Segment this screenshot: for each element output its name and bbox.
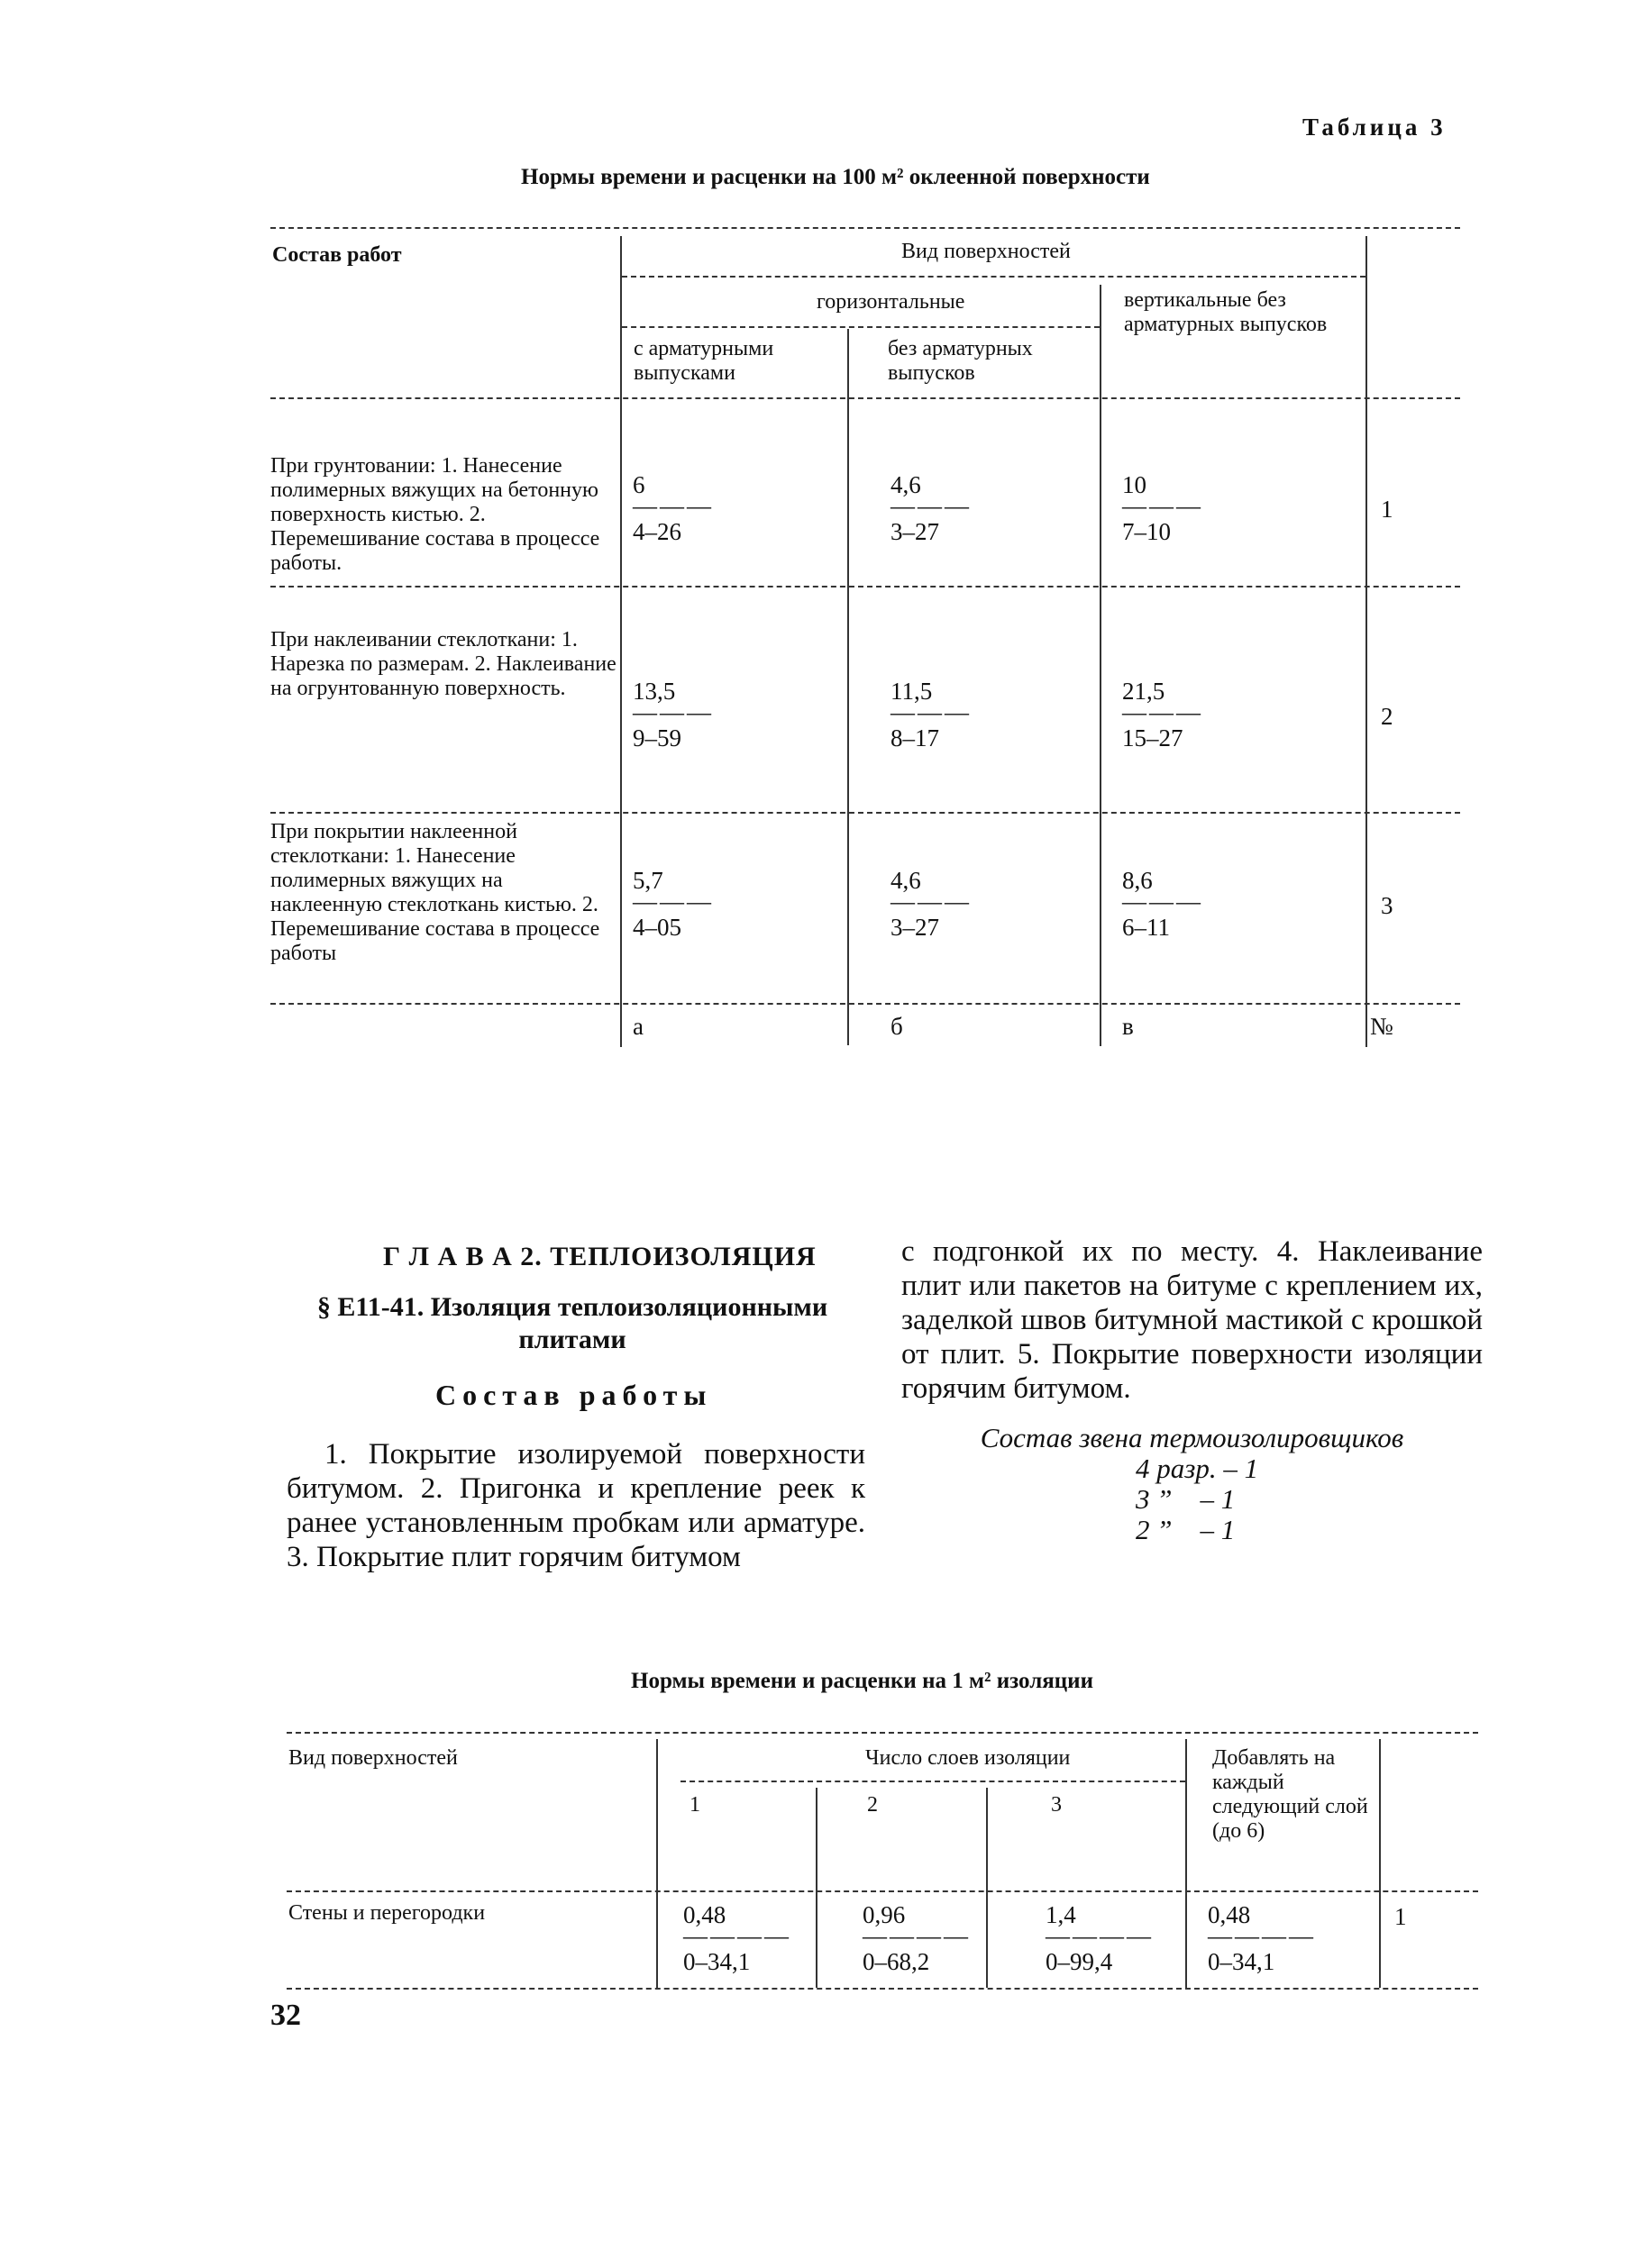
crew-line: 3 ” – 1 <box>1136 1483 1236 1515</box>
col-without-rebar-header: без арматурных выпусков <box>888 337 1033 385</box>
col-letter-c: в <box>1122 1013 1134 1040</box>
col-surface-header: Вид поверхностей <box>288 1746 458 1770</box>
t3-col-line <box>847 329 849 1045</box>
crew-title: Состав звена термоизолировщиков <box>980 1422 1404 1453</box>
t4-col-line <box>1379 1739 1381 1988</box>
time-value: 1,4 <box>1046 1901 1076 1928</box>
rate-value: 9–59 <box>633 724 681 751</box>
row-number: 1 <box>1381 496 1393 523</box>
t4-col-line <box>986 1788 988 1988</box>
col-add-header: Добавлять на каждый следующий слой (до 6) <box>1212 1746 1368 1843</box>
rate-value: 4–26 <box>633 518 681 545</box>
time-value: 6 <box>633 471 645 498</box>
time-value: 0,48 <box>1208 1901 1251 1928</box>
row-work-text: При наклеивании стеклоткани: 1. Нарезка по размерам. 2. Наклеивание на огрунтованную поверхность. <box>270 628 616 700</box>
section-heading: § Е11-41. Изоляция теплоизоляционными плитами <box>316 1292 828 1354</box>
time-value: 5,7 <box>633 867 663 894</box>
composition-text-right: с подгонкой их по месту. 4. Наклеивание плит или пакетов на битуме с креплением их, заделкой швов битумной мастикой с крошкой от плит. 5. Покрытие поверхности изоляции горячим битумом. <box>901 1235 1483 1405</box>
t4-col-line <box>816 1788 817 1988</box>
row-number: 3 <box>1381 892 1393 919</box>
rate-value: 0–68,2 <box>863 1948 930 1975</box>
t4-bottom-rule <box>287 1988 1478 1990</box>
norm-cell <box>863 1901 971 1975</box>
norm-cell <box>890 678 972 751</box>
norm-cell <box>1208 1901 1316 1975</box>
col-vertical-header: вертикальные без арматурных выпусков <box>1124 288 1328 336</box>
fraction-dash: ——— <box>1122 888 1203 915</box>
row-number: 1 <box>1394 1903 1407 1930</box>
fraction-dash: ———— <box>683 1922 791 1949</box>
fraction-dash: ——— <box>1122 492 1203 519</box>
rate-value: 7–10 <box>1122 518 1171 545</box>
rate-value: 8–17 <box>890 724 939 751</box>
norm-cell <box>633 471 714 545</box>
t3-header-bottom <box>270 397 1460 399</box>
fraction-dash: ——— <box>890 492 972 519</box>
rate-value: 6–11 <box>1122 914 1170 941</box>
row-number: 2 <box>1381 703 1393 730</box>
t3-rule <box>622 326 1100 328</box>
norm-cell <box>890 471 972 545</box>
table4-title: Нормы времени и расценки на 1 м² изоляции <box>631 1669 1093 1693</box>
col-letter-a: а <box>633 1013 644 1040</box>
rate-value: 0–34,1 <box>683 1948 751 1975</box>
fraction-dash: ———— <box>863 1922 971 1949</box>
col-letter-b: б <box>890 1013 903 1040</box>
row-label: Стены и перегородки <box>288 1901 486 1925</box>
fraction-dash: ——— <box>633 888 714 915</box>
t3-row-sep <box>270 812 1460 814</box>
row-work-text: При грунтовании: 1. Нанесение полимерных вяжущих на бетонную поверхность кистью. 2. Перемешивание состава в процессе работы. <box>270 454 600 575</box>
rate-value: 3–27 <box>890 914 939 941</box>
norm-cell <box>633 678 714 751</box>
t3-col-line <box>1100 285 1101 1046</box>
norm-cell <box>890 867 972 941</box>
rate-value: 15–27 <box>1122 724 1183 751</box>
t3-col-line <box>1365 236 1367 1047</box>
col-layer-2: 2 <box>867 1793 878 1817</box>
t3-row-sep <box>270 586 1460 587</box>
col-letter-num: № <box>1370 1013 1393 1040</box>
col-layer-1: 1 <box>690 1793 700 1817</box>
norm-cell <box>1122 678 1203 751</box>
rate-value: 0–34,1 <box>1208 1948 1275 1975</box>
fraction-dash: ——— <box>890 698 972 725</box>
norm-cell <box>633 867 714 941</box>
composition-text-left: 1. Покрытие изолируемой поверхности битумом. 2. Пригонка и крепление реек к ранее установленным пробкам или арматуре. 3. Покрытие плит горячим битумом <box>287 1438 865 1573</box>
row-work-text: При покрытии наклеенной стеклоткани: 1. Нанесение полимерных вяжущих на наклеенную стеклоткань кистью. 2. Перемешивание состава в процессе работы <box>270 820 600 965</box>
t4-col-line <box>1185 1739 1187 1988</box>
rate-value: 3–27 <box>890 518 939 545</box>
norm-cell <box>1046 1901 1154 1975</box>
time-value: 13,5 <box>633 678 676 705</box>
norm-cell <box>683 1901 791 1975</box>
col-horizontal-header: горизонтальные <box>817 290 965 314</box>
fraction-dash: ——— <box>633 492 714 519</box>
time-value: 4,6 <box>890 471 921 498</box>
t3-top-rule <box>270 227 1460 229</box>
col-work-header: Состав работ <box>272 243 402 267</box>
crew-line: 4 разр. – 1 <box>1136 1453 1259 1484</box>
time-value: 21,5 <box>1122 678 1165 705</box>
fraction-dash: ———— <box>1046 1922 1154 1949</box>
composition-heading: Состав работы <box>435 1379 713 1411</box>
table3-title: Нормы времени и расценки на 100 м² оклеенной поверхности <box>521 165 1150 189</box>
t3-col-line <box>620 236 622 1047</box>
t4-top-rule <box>287 1732 1478 1734</box>
rate-value: 0–99,4 <box>1046 1948 1113 1975</box>
time-value: 10 <box>1122 471 1146 498</box>
time-value: 8,6 <box>1122 867 1153 894</box>
col-surface-header: Вид поверхностей <box>901 240 1071 263</box>
t4-header-bottom <box>287 1890 1478 1892</box>
time-value: 11,5 <box>890 678 933 705</box>
fraction-dash: ———— <box>1208 1922 1316 1949</box>
time-value: 0,48 <box>683 1901 726 1928</box>
crew-line: 2 ” – 1 <box>1136 1514 1236 1545</box>
col-with-rebar-header: с арматурными выпусками <box>634 337 774 385</box>
norm-cell <box>1122 471 1203 545</box>
norm-cell <box>1122 867 1203 941</box>
t4-rule <box>680 1781 1185 1782</box>
fraction-dash: ——— <box>633 698 714 725</box>
fraction-dash: ——— <box>890 888 972 915</box>
t4-col-line <box>656 1739 658 1988</box>
rate-value: 4–05 <box>633 914 681 941</box>
chapter-heading: Г Л А В А 2. ТЕПЛОИЗОЛЯЦИЯ <box>383 1242 817 1271</box>
page-number: 32 <box>270 1999 301 2032</box>
fraction-dash: ——— <box>1122 698 1203 725</box>
t3-rule <box>622 276 1365 278</box>
table-label: Таблица 3 <box>1302 114 1447 141</box>
time-value: 4,6 <box>890 867 921 894</box>
time-value: 0,96 <box>863 1901 906 1928</box>
col-layer-3: 3 <box>1051 1793 1062 1817</box>
col-layers-header: Число слоев изоляции <box>865 1746 1071 1770</box>
t3-row-sep <box>270 1003 1460 1005</box>
